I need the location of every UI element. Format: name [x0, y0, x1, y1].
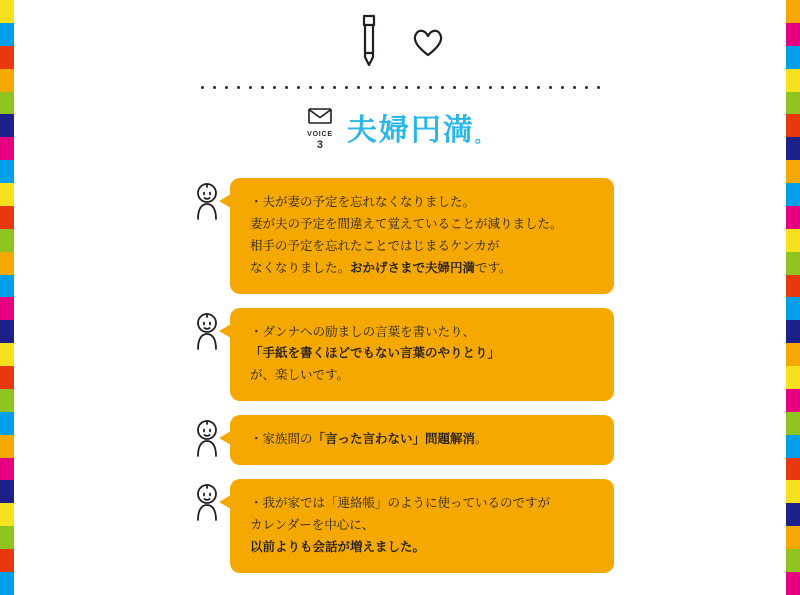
color-strip-segment [0, 458, 14, 481]
color-strip-segment [786, 389, 800, 412]
comment-line [250, 258, 596, 280]
page-title-period: 。 [474, 128, 493, 146]
divider-dot [249, 86, 252, 89]
color-strip-segment [0, 23, 14, 46]
divider-dot [405, 86, 408, 89]
color-strip-segment [0, 480, 14, 503]
divider-dot [513, 86, 516, 89]
comment-line [250, 214, 596, 236]
comment-line [250, 192, 596, 214]
comment-line [250, 429, 596, 451]
comment-line [250, 343, 596, 365]
voice-label: VOICE [307, 131, 333, 138]
color-strip-segment [786, 458, 800, 481]
color-strip-segment [0, 252, 14, 275]
divider-dot [537, 86, 540, 89]
color-strip-segment [0, 389, 14, 412]
comment-item [184, 308, 614, 402]
comment-item [184, 415, 614, 465]
divider-dot [369, 86, 372, 89]
color-strip-segment [0, 0, 14, 23]
color-strip-segment [0, 137, 14, 160]
color-strip-segment [786, 252, 800, 275]
color-strip-segment [0, 526, 14, 549]
doodle-row [14, 14, 786, 74]
divider-dot [573, 86, 576, 89]
divider-dot [273, 86, 276, 89]
divider-dot [393, 86, 396, 89]
comment-text-emphasis: おかげさまで夫婦円満 [350, 260, 476, 275]
divider-dot [321, 86, 324, 89]
color-strip-segment [786, 183, 800, 206]
color-strip-segment [786, 229, 800, 252]
page-title-text: 夫婦円満 [346, 113, 475, 147]
color-strip-segment [786, 320, 800, 343]
right-color-strip [786, 0, 800, 595]
divider-dot [345, 86, 348, 89]
left-color-strip [0, 0, 14, 595]
color-strip-segment [786, 69, 800, 92]
comment-bubble [230, 479, 614, 573]
comment-line [250, 493, 596, 515]
color-strip-segment [786, 366, 800, 389]
color-strip-segment [786, 572, 800, 595]
color-strip-segment [0, 206, 14, 229]
divider-dot [489, 86, 492, 89]
color-strip-segment [786, 46, 800, 69]
color-strip-segment [786, 343, 800, 366]
color-strip-segment [0, 366, 14, 389]
divider-dot [549, 86, 552, 89]
comment-text: カレンダーを中心に、 [250, 517, 375, 532]
divider-dot [597, 86, 600, 89]
color-strip-segment [0, 549, 14, 572]
divider-dot [213, 86, 216, 89]
comment-text: 我が家では「連絡帳」のように使っているのですが [262, 496, 551, 510]
divider-dot [297, 86, 300, 89]
divider-dot [561, 86, 564, 89]
comment-text-emphasis: 「言った言わない」問題解消 [312, 432, 476, 447]
comment-text: 家族間の [262, 432, 313, 447]
divider-dot [201, 86, 204, 89]
divider-dot [261, 86, 264, 89]
color-strip-segment [786, 275, 800, 298]
comment-text-emphasis: 「手紙を書くほどでもない言葉のやりとり」 [250, 346, 501, 361]
divider-dot [477, 86, 480, 89]
comment-line [250, 322, 596, 344]
comment-text: が、楽しいです。 [250, 368, 350, 383]
comment-text: 相手の予定を忘れたことではじまるケンカが [250, 238, 500, 253]
color-strip-segment [786, 435, 800, 458]
color-strip-segment [0, 435, 14, 458]
color-strip-segment [0, 297, 14, 320]
heart-icon [410, 25, 446, 64]
comment-text: ダンナへの励ましの言葉を書いたり、 [262, 324, 476, 339]
comment-text-emphasis: 以前よりも会話が増えました。 [250, 539, 426, 554]
comment-text: 。 [475, 432, 488, 447]
comment-text: です。 [475, 260, 512, 275]
voice-heading [14, 108, 786, 153]
color-strip-segment [0, 275, 14, 298]
color-strip-segment [0, 46, 14, 69]
comment-line [250, 365, 596, 387]
comment-bubble [230, 308, 614, 402]
comment-text: なくなりました。 [250, 260, 351, 275]
color-strip-segment [786, 549, 800, 572]
comment-bubble [230, 178, 614, 294]
color-strip-segment [786, 206, 800, 229]
color-strip-segment [786, 412, 800, 435]
divider-dot [525, 86, 528, 89]
comment-text: 妻が夫の予定を間違えて覚えていることが減りました。 [250, 216, 563, 231]
divider-dot [225, 86, 228, 89]
color-strip-segment [0, 114, 14, 137]
color-strip-segment [786, 503, 800, 526]
color-strip-segment [0, 343, 14, 366]
color-strip-segment [0, 412, 14, 435]
divider-dot [357, 86, 360, 89]
color-strip-segment [786, 92, 800, 115]
comment-line [250, 236, 596, 258]
color-strip-segment [0, 69, 14, 92]
divider-dot [237, 86, 240, 89]
comment-item [184, 178, 614, 294]
page-title [346, 113, 493, 147]
divider-dot [333, 86, 336, 89]
voice-badge [307, 108, 333, 153]
comment-bubble [230, 415, 614, 465]
color-strip-segment [786, 23, 800, 46]
color-strip-segment [0, 183, 14, 206]
color-strip-segment [786, 114, 800, 137]
color-strip-segment [0, 160, 14, 183]
comment-text: 夫が妻の予定を忘れなくなりました。 [262, 195, 476, 209]
page-canvas [14, 0, 786, 595]
pen-icon [354, 13, 384, 76]
comment-list [184, 178, 614, 587]
divider-dot [285, 86, 288, 89]
divider-dot [417, 86, 420, 89]
voice-number: 3 [316, 139, 324, 151]
divider-dot [429, 86, 432, 89]
color-strip-segment [786, 526, 800, 549]
color-strip-segment [0, 320, 14, 343]
divider-dot [453, 86, 456, 89]
color-strip-segment [0, 229, 14, 252]
comment-line [250, 515, 596, 537]
divider-dot [585, 86, 588, 89]
color-strip-segment [786, 297, 800, 320]
color-strip-segment [786, 137, 800, 160]
divider-dot [441, 86, 444, 89]
divider-dot [465, 86, 468, 89]
divider-dot [501, 86, 504, 89]
color-strip-segment [0, 92, 14, 115]
envelope-icon [308, 108, 332, 128]
color-strip-segment [0, 572, 14, 595]
color-strip-segment [0, 503, 14, 526]
comment-line [250, 537, 596, 559]
color-strip-segment [786, 480, 800, 503]
divider-dot [309, 86, 312, 89]
divider-dot [381, 86, 384, 89]
dotted-divider [14, 86, 786, 89]
color-strip-segment [786, 160, 800, 183]
comment-item [184, 479, 614, 573]
color-strip-segment [786, 0, 800, 23]
